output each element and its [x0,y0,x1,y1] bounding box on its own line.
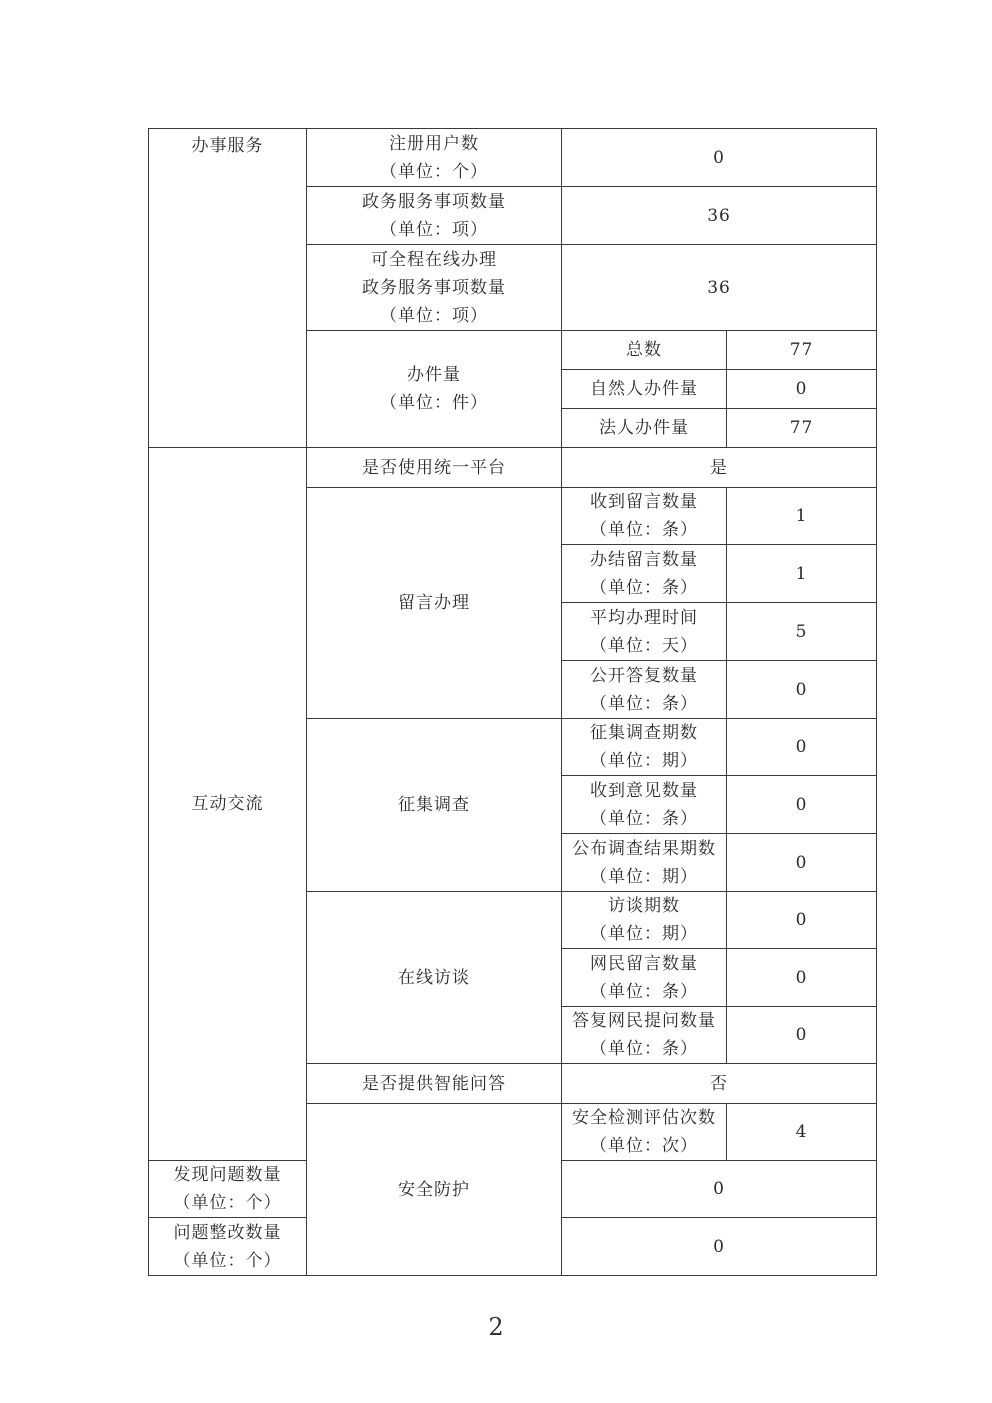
online-interview-label: 在线访谈 [307,892,562,1064]
survey-results-value: 0 [727,834,877,892]
interview-periods-value: 0 [727,892,877,949]
opinions-received-value: 0 [727,776,877,834]
service-items-value: 36 [562,187,877,245]
interview-periods-label: 访谈期数 （单位：期） [562,892,727,949]
netizen-messages-label: 网民留言数量 （单位：条） [562,949,727,1007]
statistics-table [148,128,877,1276]
security-evaluations-value: 4 [727,1104,877,1161]
netizen-messages-value: 0 [727,949,877,1007]
natural-person-cases-label: 自然人办件量 [562,370,727,409]
messages-received-value: 1 [727,488,877,545]
survey-results-label: 公布调查结果期数 （单位：期） [562,834,727,892]
legal-person-cases-value: 77 [727,409,877,448]
unified-platform-value: 是 [562,448,877,488]
message-handling-label: 留言办理 [307,488,562,719]
issues-found-value: 0 [562,1161,877,1218]
section-service-label: 办事服务 [149,129,307,448]
service-items-label: 政务服务事项数量 （单位：项） [307,187,562,245]
survey-periods-value: 0 [727,719,877,776]
messages-concluded-value: 1 [727,545,877,603]
netizen-answers-value: 0 [727,1007,877,1064]
online-items-value: 36 [562,245,877,331]
issues-found-label: 发现问题数量 （单位：个） [149,1161,307,1218]
case-total-value: 77 [727,331,877,370]
section-interaction-label: 互动交流 [149,448,307,1161]
table-row [149,448,877,488]
public-replies-value: 0 [727,661,877,719]
avg-handling-time-label: 平均办理时间 （单位：天） [562,603,727,661]
registered-users-value: 0 [562,129,877,187]
survey-label: 征集调查 [307,719,562,892]
public-replies-label: 公开答复数量 （单位：条） [562,661,727,719]
case-total-label: 总数 [562,331,727,370]
netizen-answers-label: 答复网民提问数量 （单位：条） [562,1007,727,1064]
survey-periods-label: 征集调查期数 （单位：期） [562,719,727,776]
messages-concluded-label: 办结留言数量 （单位：条） [562,545,727,603]
online-items-label: 可全程在线办理 政务服务事项数量 （单位：项） [307,245,562,331]
opinions-received-label: 收到意见数量 （单位：条） [562,776,727,834]
issues-fixed-label: 问题整改数量 （单位：个） [149,1218,307,1276]
issues-fixed-value: 0 [562,1218,877,1276]
case-volume-label: 办件量 （单位：件） [307,331,562,448]
avg-handling-time-value: 5 [727,603,877,661]
security-evaluations-label: 安全检测评估次数 （单位：次） [562,1104,727,1161]
messages-received-label: 收到留言数量 （单位：条） [562,488,727,545]
smart-qa-value: 否 [562,1064,877,1104]
section-security-label: 安全防护 [307,1104,562,1276]
page-number: 2 [488,1313,504,1341]
smart-qa-label: 是否提供智能问答 [307,1064,562,1104]
unified-platform-label: 是否使用统一平台 [307,448,562,488]
natural-person-cases-value: 0 [727,370,877,409]
registered-users-label: 注册用户数 （单位：个） [307,129,562,187]
legal-person-cases-label: 法人办件量 [562,409,727,448]
table-row [149,129,877,187]
